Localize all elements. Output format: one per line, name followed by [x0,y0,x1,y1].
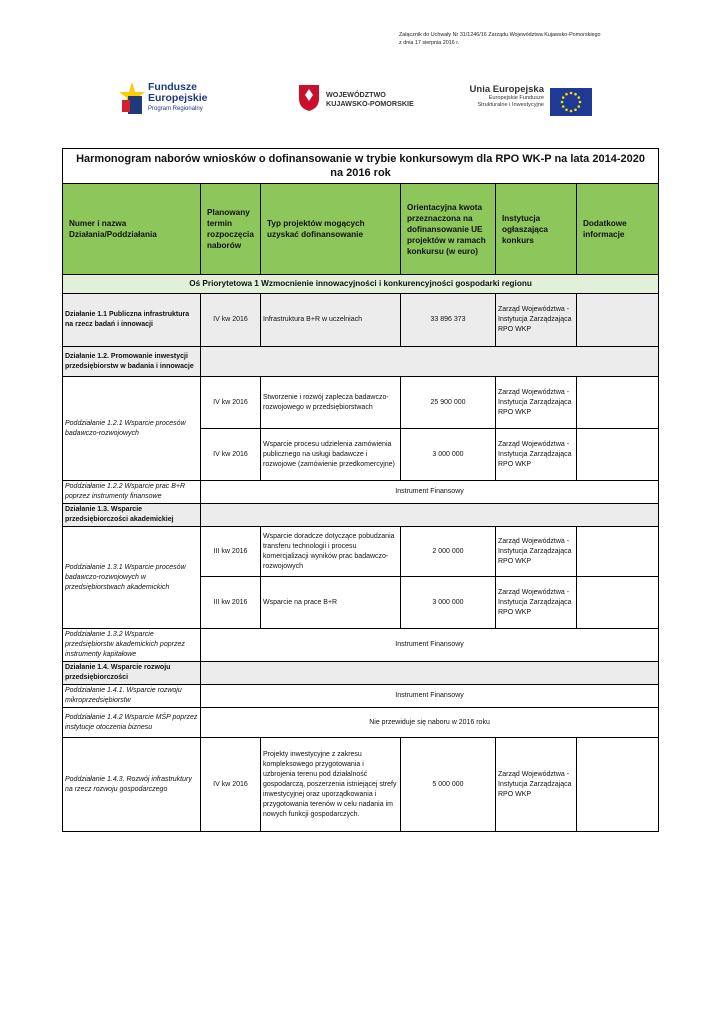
row-name: Poddziałanie 1.4.1. Wsparcie rozwoju mikroprzedsiębiorstw [63,685,201,708]
fe-star-icon [118,80,146,116]
row-instrument: Instrument Finansowy [201,629,659,662]
row-info [577,294,659,347]
eu-flag-icon [550,88,592,116]
table-row [63,527,659,577]
fe-line3: Program Regionalny [148,106,203,112]
header-note-line1: Załącznik do Uchwały Nr 31/1246/16 Zarządu Województwa Kujawsko-Pomorskiego [399,32,601,38]
row-instrument: Instrument Finansowy [201,481,659,504]
ue-logo-text [460,84,544,109]
table-row [63,377,659,429]
kp-line2: KUJAWSKO-POMORSKIE [326,99,414,108]
row-term: III kw 2016 [201,577,261,629]
table-row [63,685,659,708]
row-amount: 5 000 000 [401,738,496,832]
row-type: Stworzenie i rozwój zaplecza badawczo-rozwojowego w przedsiębiorstwach [261,377,401,429]
table-row [63,629,659,662]
table-title [63,149,659,184]
fe-line2: Europejskie [148,92,208,104]
row-name: Poddziałanie 1.2.1 Wsparcie procesów badawczo-rozwojowych [63,377,201,481]
row-no-call: Nie przewiduje się naboru w 2016 roku [201,708,659,738]
table-row [63,347,659,377]
header-note-line2: z dnia 17 sierpnia 2016 r. [399,40,460,46]
row-info [577,429,659,481]
table-row [63,294,659,347]
row-term: III kw 2016 [201,527,261,577]
row-info [577,738,659,832]
row-name: Działanie 1.4. Wsparcie rozwoju przedsiębiorczości [63,662,201,685]
row-info [577,527,659,577]
row-type: Infrastruktura B+R w uczelniach [261,294,401,347]
fundusze-europejskie-logo [118,80,228,120]
row-info [577,377,659,429]
logo-bar [0,72,725,132]
row-amount: 25 900 000 [401,377,496,429]
priority-axis-label: Oś Priorytetowa 1 Wzmocnienie innowacyjności i konkurencyjności gospodarki regionu [63,275,659,294]
table-title-line1: Harmonogram naborów wniosków o dofinansowanie w trybie konkursowym dla RPO WK-P na lata 2014-2020 [76,153,645,165]
row-name: Poddziałanie 1.4.3. Rozwój infrastruktury na rzecz rozwoju gospodarczego [63,738,201,832]
unia-europejska-logo [460,84,600,124]
kp-logo-text [326,90,414,108]
header-col-name: Numer i nazwa Działania/Poddziałania [63,184,201,275]
row-institution: Zarząd Województwa - Instytucja Zarządzająca RPO WKP [496,429,577,481]
table-row [63,662,659,685]
kujawsko-pomorskie-logo [298,82,418,122]
ue-line1: Unia Europejska [469,84,544,95]
ue-line3: Strukturalne i Inwestycyjne [477,102,544,108]
row-type: Projekty inwestycyjne z zakresu kompleksowego przygotowania i uzbrojenia terenu pod działalność gospodarczą, poszerzenia istniejącej strefy inwestycyjnej oraz uporządkowania i przygotowania terenów w celu nadania im nowych funkcji gospodarczych. [261,738,401,832]
row-amount: 2 000 000 [401,527,496,577]
row-term: IV kw 2016 [201,377,261,429]
table-row [63,738,659,832]
header-col-info: Dodatkowe informacje [577,184,659,275]
row-term: IV kw 2016 [201,429,261,481]
table-title-line2: na 2016 rok [330,167,391,179]
fe-line1: Fundusze [148,81,197,93]
header-col-amount: Orientacyjna kwota przeznaczona na dofinansowanie UE projektów w ramach konkursu (w euro) [401,184,496,275]
priority-row [63,275,659,294]
row-institution: Zarząd Województwa - Instytucja Zarządzająca RPO WKP [496,527,577,577]
header-col-type: Typ projektów mogących uzyskać dofinansowanie [261,184,401,275]
row-empty [201,662,659,685]
row-amount: 33 896 373 [401,294,496,347]
row-term: IV kw 2016 [201,738,261,832]
row-type: Wsparcie doradcze dotyczące pobudzania transferu technologii i procesu komercjalizacji wyników prac badawczo-rozwojowych [261,527,401,577]
header-row [63,184,659,275]
row-institution: Zarząd Województwa - Instytucja Zarządzająca RPO WKP [496,738,577,832]
row-institution: Zarząd Województwa - Instytucja Zarządzająca RPO WKP [496,577,577,629]
row-institution: Zarząd Województwa - Instytucja Zarządzająca RPO WKP [496,377,577,429]
row-info [577,577,659,629]
table-row [63,708,659,738]
table-row [63,481,659,504]
header-col-term: Planowany termin rozpoczęcia naborów [201,184,261,275]
row-name: Działanie 1.3. Wsparcie przedsiębiorczości akademickiej [63,504,201,527]
row-name: Poddziałanie 1.3.2 Wsparcie przedsiębiorstw akademickich poprzez instrumenty kapitałowe [63,629,201,662]
row-instrument: Instrument Finansowy [201,685,659,708]
row-name: Poddziałanie 1.4.2 Wsparcie MŚP poprzez instytucje otoczenia biznesu [63,708,201,738]
header-col-institution: Instytucja ogłaszająca konkurs [496,184,577,275]
row-empty [201,347,659,377]
row-type: Wsparcie procesu udzielenia zamówienia publicznego na usługi badawcze i rozwojowe (zamówienie przedkomercyjne) [261,429,401,481]
kp-line1: WOJEWÓDZTWO [326,90,386,99]
row-type: Wsparcie na prace B+R [261,577,401,629]
row-name: Działanie 1.1 Publiczna infrastruktura na rzecz badań i innowacji [63,294,201,347]
row-amount: 3 000 000 [401,577,496,629]
row-institution: Zarząd Województwa - Instytucja Zarządzająca RPO WKP [496,294,577,347]
row-name: Poddziałanie 1.2.2 Wsparcie prac B+R poprzez instrumenty finansowe [63,481,201,504]
crest-icon [298,84,320,112]
ue-line2: Europejskie Fundusze [488,95,544,101]
table-row [63,504,659,527]
schedule-table [62,148,659,832]
header-note [399,31,601,47]
row-empty [201,504,659,527]
row-term: IV kw 2016 [201,294,261,347]
fe-logo-text [148,82,208,115]
row-name: Poddziałanie 1.3.1 Wsparcie procesów badawczo-rozwojowych w przedsiębiorstwach akademickich [63,527,201,629]
row-name: Działanie 1.2. Promowanie inwestycji przedsiębiorstw w badania i innowacje [63,347,201,377]
row-amount: 3 000 000 [401,429,496,481]
